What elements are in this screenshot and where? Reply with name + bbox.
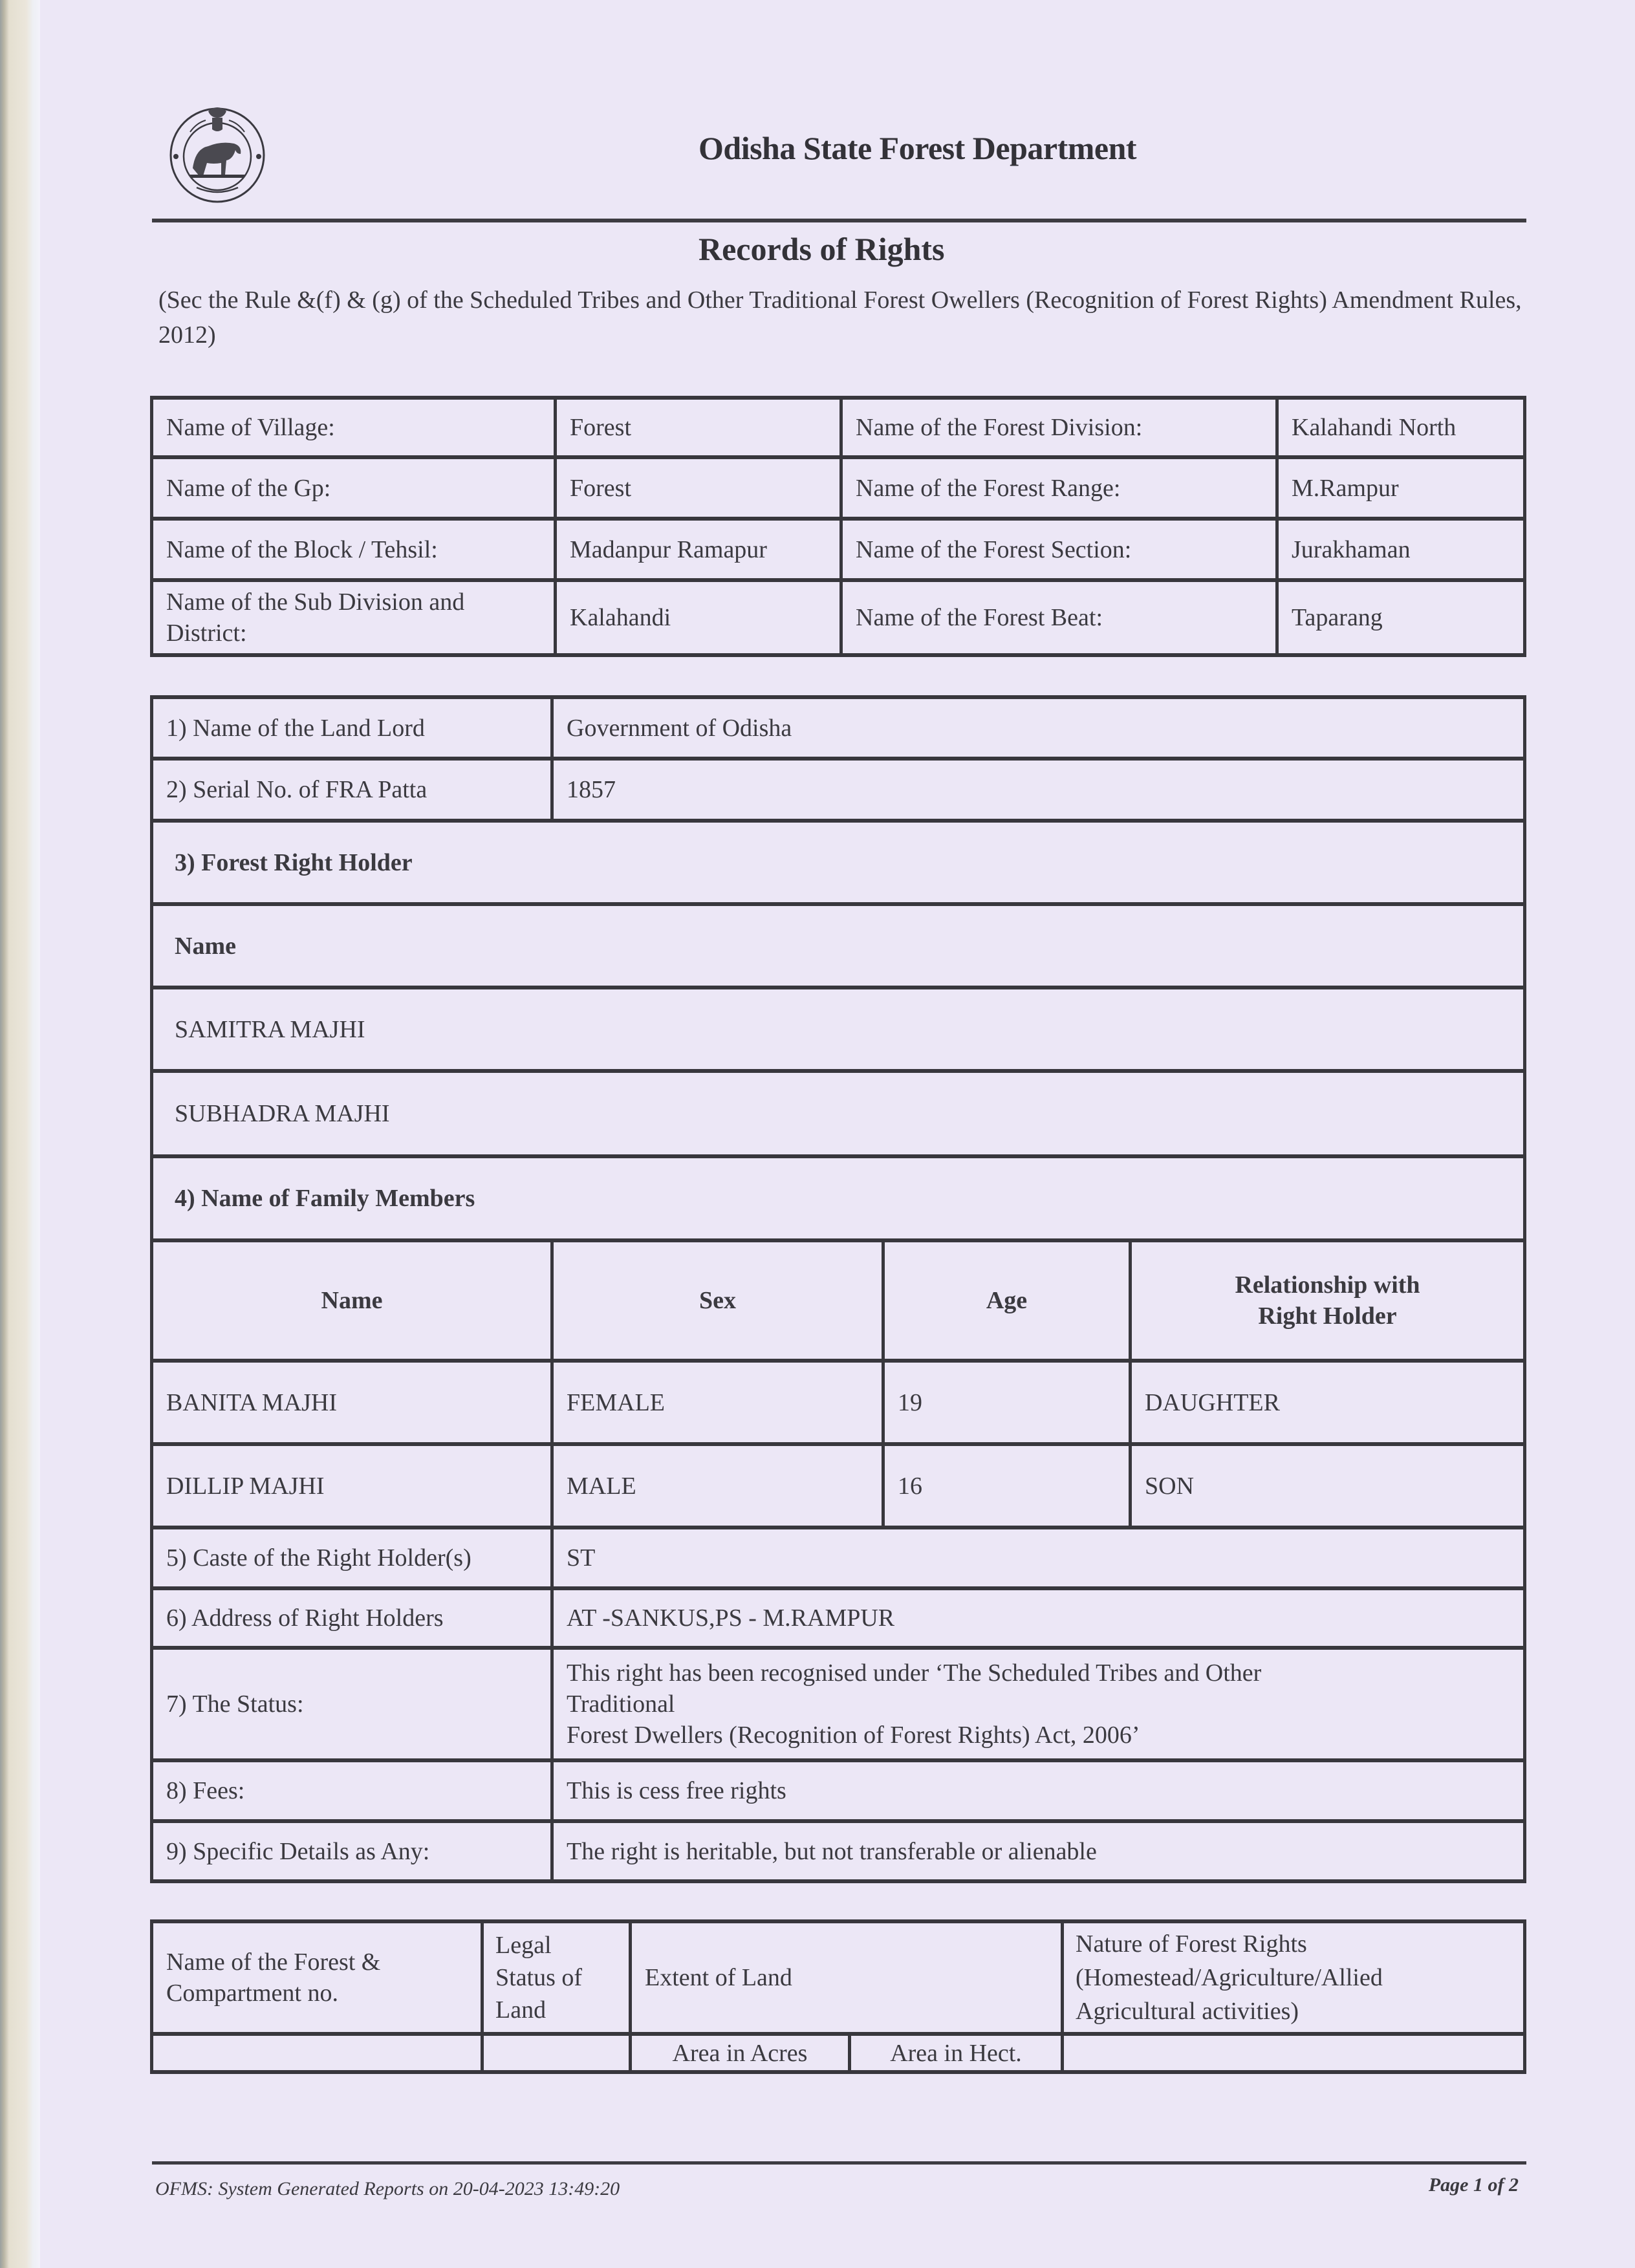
col-legal-status: Legal Status of Land (495, 1932, 583, 2024)
address-value: AT -SANKUS,PS - M.RAMPUR (567, 1604, 895, 1632)
col-extent-of-land: Extent of Land (645, 1964, 792, 1991)
scan-edge (0, 0, 40, 2268)
department-title: Odisha State Forest Department (698, 130, 1137, 166)
status-label: 7) The Status: (166, 1690, 304, 1718)
member-age: 19 (898, 1388, 922, 1416)
forest-beat-label: Name of the Forest Beat: (856, 604, 1103, 631)
right-holder-heading: 3) Forest Right Holder (175, 848, 413, 876)
member-name: DILLIP MAJHI (166, 1472, 325, 1500)
gp-value: Forest (570, 474, 631, 502)
status-line: Traditional (567, 1690, 675, 1718)
member-sex: MALE (567, 1472, 636, 1500)
forest-division-value: Kalahandi North (1292, 414, 1456, 441)
forest-beat-value: Taparang (1292, 604, 1383, 631)
col-area-hect: Area in Hect. (890, 2039, 1022, 2067)
col-forest-compartment: Name of the Forest & Compartment no. (166, 1949, 381, 2007)
table-border (150, 653, 1526, 657)
details-value: The right is heritable, but not transferable or alienable (567, 1837, 1097, 1865)
gp-label: Name of the Gp: (166, 474, 331, 502)
family-col-relationship: Relationship with Right Holder (1235, 1271, 1420, 1330)
document-title: Records of Rights (698, 231, 945, 267)
family-col-age: Age (986, 1287, 1028, 1314)
forest-range-label: Name of the Forest Range: (856, 474, 1121, 502)
table-border (1523, 695, 1526, 1883)
col-area-acres: Area in Acres (672, 2039, 808, 2067)
generated-timestamp: OFMS: System Generated Reports on 20-04-2023 13:49:20 (155, 2178, 620, 2199)
member-relationship: SON (1145, 1472, 1195, 1500)
address-label: 6) Address of Right Holders (166, 1604, 444, 1632)
table-border (150, 1879, 1526, 1883)
fees-value: This is cess free rights (567, 1777, 786, 1804)
col-nature-of-rights: Nature of Forest Rights (Homestead/Agriculture/Allied Agricultural activities) (1076, 1930, 1383, 2025)
forest-division-label: Name of the Forest Division: (856, 414, 1143, 441)
table-border (1523, 396, 1526, 657)
member-name: BANITA MAJHI (166, 1388, 338, 1416)
family-col-sex: Sex (699, 1287, 736, 1314)
header-rule (152, 219, 1526, 222)
forest-range-value: M.Rampur (1292, 474, 1399, 502)
village-label: Name of Village: (166, 414, 335, 441)
right-holder-name: SAMITRA MAJHI (175, 1015, 365, 1043)
member-age: 16 (898, 1472, 922, 1500)
block-label: Name of the Block / Tehsil: (166, 535, 438, 563)
name-heading: Name (175, 932, 236, 960)
table-border (1523, 1919, 1526, 2074)
page-number: Page 1 of 2 (1428, 2174, 1519, 2196)
family-col-name: Name (321, 1287, 383, 1314)
rules-note: (Sec the Rule &(f) & (g) of the Scheduled Tribes and Other Traditional Forest Owellers (Recognition of Forest Rights) Amendment Rules, 2012) (158, 286, 1522, 349)
forest-section-value: Jurakhaman (1292, 535, 1411, 563)
table-border (150, 2070, 1526, 2074)
forest-section-label: Name of the Forest Section: (856, 535, 1132, 563)
member-sex: FEMALE (567, 1388, 665, 1416)
status-line: This right has been recognised under ‘The Scheduled Tribes and Other (567, 1659, 1262, 1687)
village-value: Forest (570, 414, 631, 441)
status-line: Forest Dwellers (Recognition of Forest Rights) Act, 2006’ (567, 1722, 1140, 1749)
right-holder-name: SUBHADRA MAJHI (175, 1100, 390, 1127)
fees-label: 8) Fees: (166, 1777, 245, 1804)
odisha-emblem-icon (167, 103, 268, 204)
status-value (554, 1650, 1523, 1758)
details-label: 9) Specific Details as Any: (166, 1837, 430, 1865)
caste-label: 5) Caste of the Right Holder(s) (166, 1544, 471, 1571)
member-relationship: DAUGHTER (1145, 1388, 1280, 1416)
caste-value: ST (567, 1544, 596, 1571)
sub-division-label: Name of the Sub Division and District: (166, 589, 465, 647)
land-lord-value: Government of Odisha (567, 714, 792, 742)
sub-division-value: Kalahandi (570, 604, 671, 631)
serial-value: 1857 (567, 776, 616, 803)
land-lord-label: 1) Name of the Land Lord (166, 714, 425, 742)
block-value: Madanpur Ramapur (570, 535, 767, 563)
serial-label: 2) Serial No. of FRA Patta (166, 776, 428, 803)
family-heading: 4) Name of Family Members (175, 1185, 475, 1212)
footer-rule (152, 2161, 1526, 2165)
